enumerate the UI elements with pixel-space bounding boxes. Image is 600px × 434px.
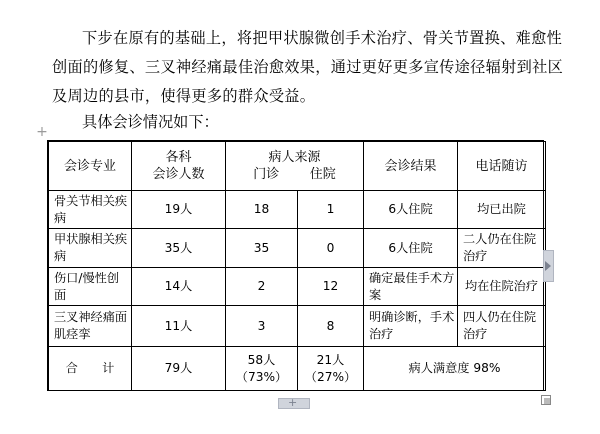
row-outpatient: 2	[226, 268, 298, 306]
row-result: 明确诊断，手术治疗	[364, 306, 458, 347]
table-move-handle-icon[interactable]: +	[36, 124, 48, 140]
triangle-right-icon	[545, 261, 551, 271]
table-header-row	[49, 142, 546, 191]
total-inpatient-percent: （27%）	[304, 369, 357, 384]
row-count: 11人	[132, 306, 226, 347]
header-specialty: 会诊专业	[49, 142, 132, 191]
header-source	[226, 142, 364, 191]
total-inpatient	[298, 347, 364, 391]
row-inpatient: 12	[298, 268, 364, 306]
header-source-label: 病人来源	[268, 150, 321, 165]
row-outpatient: 35	[226, 229, 298, 268]
header-outpatient: 门诊	[253, 167, 280, 182]
row-result: 6人住院	[364, 191, 458, 229]
row-count: 14人	[132, 268, 226, 306]
row-specialty: 伤口/慢性创面	[49, 268, 132, 306]
header-inpatient: 住院	[309, 167, 336, 182]
row-followup: 均在住院治疗	[458, 268, 546, 306]
resize-corner-icon	[544, 398, 550, 404]
header-followup: 电话随访	[458, 142, 546, 191]
table-resize-right-handle[interactable]	[543, 250, 554, 282]
header-count-line1: 各科	[165, 150, 192, 165]
total-outpatient-percent: （73%）	[235, 369, 288, 384]
total-inpatient-count: 21人	[316, 352, 345, 367]
row-outpatient: 3	[226, 306, 298, 347]
total-outpatient-count: 58人	[247, 352, 276, 367]
row-result: 确定最佳手术方案	[364, 268, 458, 306]
total-label: 合 计	[49, 347, 132, 391]
intro-paragraph: 下步在原有的基础上，将把甲状腺微创手术治疗、骨关节置换、难愈性创面的修复、三叉神经痛最佳治愈效果，通过更好更多宣传途径辐射到社区及周边的县市，使得更多的群众受益。	[52, 29, 564, 105]
total-count: 79人	[132, 347, 226, 391]
header-count	[132, 142, 226, 191]
table-row	[49, 306, 546, 347]
row-inpatient: 0	[298, 229, 364, 268]
total-satisfaction: 病人满意度 98%	[364, 347, 546, 391]
row-followup: 二人仍在住院治疗	[458, 229, 546, 268]
table-row	[49, 229, 546, 268]
row-count: 19人	[132, 191, 226, 229]
row-specialty: 甲状腺相关疾病	[49, 229, 132, 268]
row-specialty: 三叉神经痛面肌痉挛	[49, 306, 132, 347]
header-result: 会诊结果	[364, 142, 458, 191]
row-specialty: 骨关节相关疾病	[49, 191, 132, 229]
row-inpatient: 1	[298, 191, 364, 229]
row-inpatient: 8	[298, 306, 364, 347]
lead-in-text: 具体会诊情况如下：	[82, 113, 219, 131]
consultation-table	[48, 141, 546, 391]
plus-icon: +	[288, 396, 298, 409]
total-outpatient	[226, 347, 298, 391]
table-row	[49, 191, 546, 229]
row-followup: 四人仍在住院治疗	[458, 306, 546, 347]
row-result: 6人住院	[364, 229, 458, 268]
table-row	[49, 268, 546, 306]
row-outpatient: 18	[226, 191, 298, 229]
table-total-row	[49, 347, 546, 391]
row-count: 35人	[132, 229, 226, 268]
table-add-row-handle[interactable]	[278, 398, 310, 409]
header-count-line2: 会诊人数	[152, 167, 205, 182]
row-followup: 均已出院	[458, 191, 546, 229]
